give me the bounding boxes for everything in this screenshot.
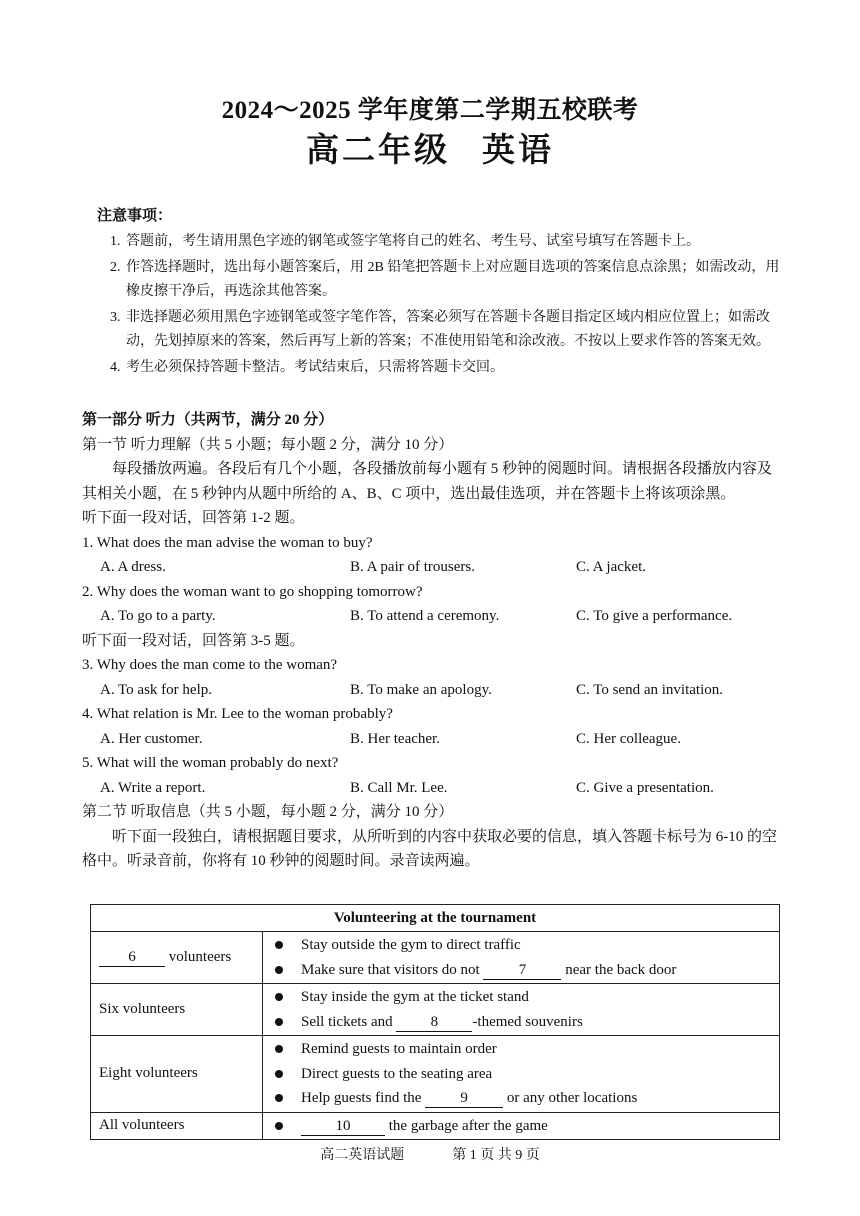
section1-instructions: 每段播放两遍。各段后有几个小题，各段播放前每小题有 5 秒钟的阅题时间。请根据各段播放内容及其相关小题，在 5 秒钟内从题中所给的 A、B、C 项中，选出最佳选项，并在答题卡上将该项涂黑。 (82, 461, 773, 502)
question-5-options (82, 776, 782, 801)
table-row (91, 984, 780, 1036)
question-1-options (82, 555, 782, 580)
option-a: A. Write a report. (100, 779, 206, 796)
option-c: C. Give a presentation. (576, 779, 714, 796)
listening-part (82, 408, 782, 874)
notice-item (110, 230, 790, 254)
question-4-options (82, 727, 782, 752)
dialogue1-intro: 听下面一段对话，回答第 1-2 题。 (82, 510, 305, 526)
notice-item (110, 256, 790, 304)
row-items (263, 1112, 780, 1140)
option-c: C. A jacket. (576, 559, 646, 575)
part1-heading: 第一部分 听力（共两节，满分 20 分） (82, 412, 334, 428)
row-label-suffix: volunteers (168, 949, 232, 965)
footer-page-number: 第 1 页 共 9 页 (452, 1148, 540, 1163)
exam-title: 2024～2025 学年度第二学期五校联考 (221, 97, 639, 124)
table-title: Volunteering at the tournament (91, 905, 780, 932)
bullet-item: Help guests find the 9 or any other locations (273, 1086, 769, 1111)
notice-text: 非选择题必须用黑色字迹钢笔或签字笔作答，答案必须写在答题卡各题目指定区域内相应位置上；如需改动，先划掉原来的答案，然后再写上新的答案；不准使用铅笔和涂改液。不按以上要求作答的答案无效。 (126, 310, 770, 349)
question-3: 3. Why does the man come to the woman? (82, 657, 338, 673)
row-label: Eight volunteers (91, 1036, 263, 1113)
notice-number: 3. (110, 310, 121, 325)
notice-number: 2. (110, 260, 121, 275)
notice-text: 作答选择题时，选出每小题答案后，用 2B 铅笔把答题卡上对应题目选项的答案信息点涂黑；如需改动，用橡皮擦干净后，再选涂其他答案。 (126, 260, 780, 299)
bullet-item: Remind guests to maintain order (273, 1037, 769, 1062)
bullet-item: Direct guests to the seating area (273, 1062, 769, 1087)
option-b: B. A pair of trousers. (350, 559, 475, 575)
notice-item (110, 356, 790, 380)
option-b: B. Call Mr. Lee. (350, 779, 448, 796)
section1-heading: 第一节 听力理解（共 5 小题；每小题 2 分，满分 10 分） (82, 436, 454, 453)
dialogue2-intro: 听下面一段对话，回答第 3-5 题。 (82, 632, 305, 649)
question-3-options (82, 678, 782, 703)
question-4: 4. What relation is Mr. Lee to the woman probably? (82, 706, 393, 722)
question-2-options (82, 604, 782, 629)
notice-heading: 注意事项： (97, 208, 173, 224)
section2-instructions: 听下面一段独白，请根据题目要求，从所听到的内容中获取必要的信息，填入答题卡标号为 6-10 的空格中。听录音前，你将有 10 秒钟的阅题时间。录音读两遍。 (82, 828, 777, 869)
row-items (263, 1036, 780, 1113)
option-c: C. Her colleague. (576, 730, 681, 747)
option-a: A. Her customer. (100, 730, 203, 747)
row-label: All volunteers (91, 1112, 263, 1140)
notice-number: 4. (110, 360, 121, 375)
footer-subject: 高二英语试题 (320, 1148, 405, 1163)
question-5: 5. What will the woman probably do next? (82, 755, 339, 771)
notice-item (110, 306, 790, 354)
grade-label: 高二年级 (306, 133, 450, 169)
blank-6[interactable]: 6 (99, 948, 165, 967)
notice-number: 1. (110, 234, 121, 249)
exam-subtitle (0, 124, 860, 171)
row-items (263, 984, 780, 1036)
option-c: C. To give a performance. (576, 608, 733, 624)
table-row (91, 1036, 780, 1113)
blank-10[interactable]: 10 (301, 1117, 385, 1136)
row-label (91, 932, 263, 984)
notice-list (110, 230, 790, 382)
table-row (91, 1112, 780, 1140)
table-row (91, 932, 780, 984)
option-b: B. To make an apology. (350, 681, 492, 698)
blank-7[interactable]: 7 (483, 961, 561, 980)
blank-8[interactable]: 8 (396, 1013, 472, 1032)
question-1: 1. What does the man advise the woman to buy? (82, 534, 373, 551)
volunteering-table (90, 904, 780, 1140)
question-2: 2. Why does the woman want to go shopping tomorrow? (82, 583, 423, 600)
bullet-item: Stay inside the gym at the ticket stand (273, 985, 769, 1010)
notice-text: 答题前，考生请用黑色字迹的钢笔或签字笔将自己的姓名、考生号、试室号填写在答题卡上。 (126, 234, 700, 249)
row-items (263, 932, 780, 984)
bullet-item: 10 the garbage after the game (273, 1114, 769, 1139)
option-b: B. To attend a ceremony. (350, 608, 500, 624)
option-c: C. To send an invitation. (576, 681, 723, 698)
blank-9[interactable]: 9 (425, 1089, 503, 1108)
notice-text: 考生必须保持答题卡整洁。考试结束后，只需将答题卡交回。 (126, 360, 504, 375)
option-a: A. A dress. (100, 559, 166, 575)
bullet-item: Sell tickets and 8 -themed souvenirs (273, 1010, 769, 1035)
option-a: A. To go to a party. (100, 608, 216, 624)
subject-label: 英语 (482, 133, 554, 169)
option-b: B. Her teacher. (350, 730, 440, 747)
row-label: Six volunteers (91, 984, 263, 1036)
bullet-item: Stay outside the gym to direct traffic (273, 933, 769, 958)
page-footer (0, 1144, 860, 1164)
option-a: A. To ask for help. (100, 681, 212, 698)
bullet-item: Make sure that visitors do not 7 near the back door (273, 958, 769, 983)
section2-heading: 第二节 听取信息（共 5 小题，每小题 2 分，满分 10 分） (82, 804, 454, 820)
